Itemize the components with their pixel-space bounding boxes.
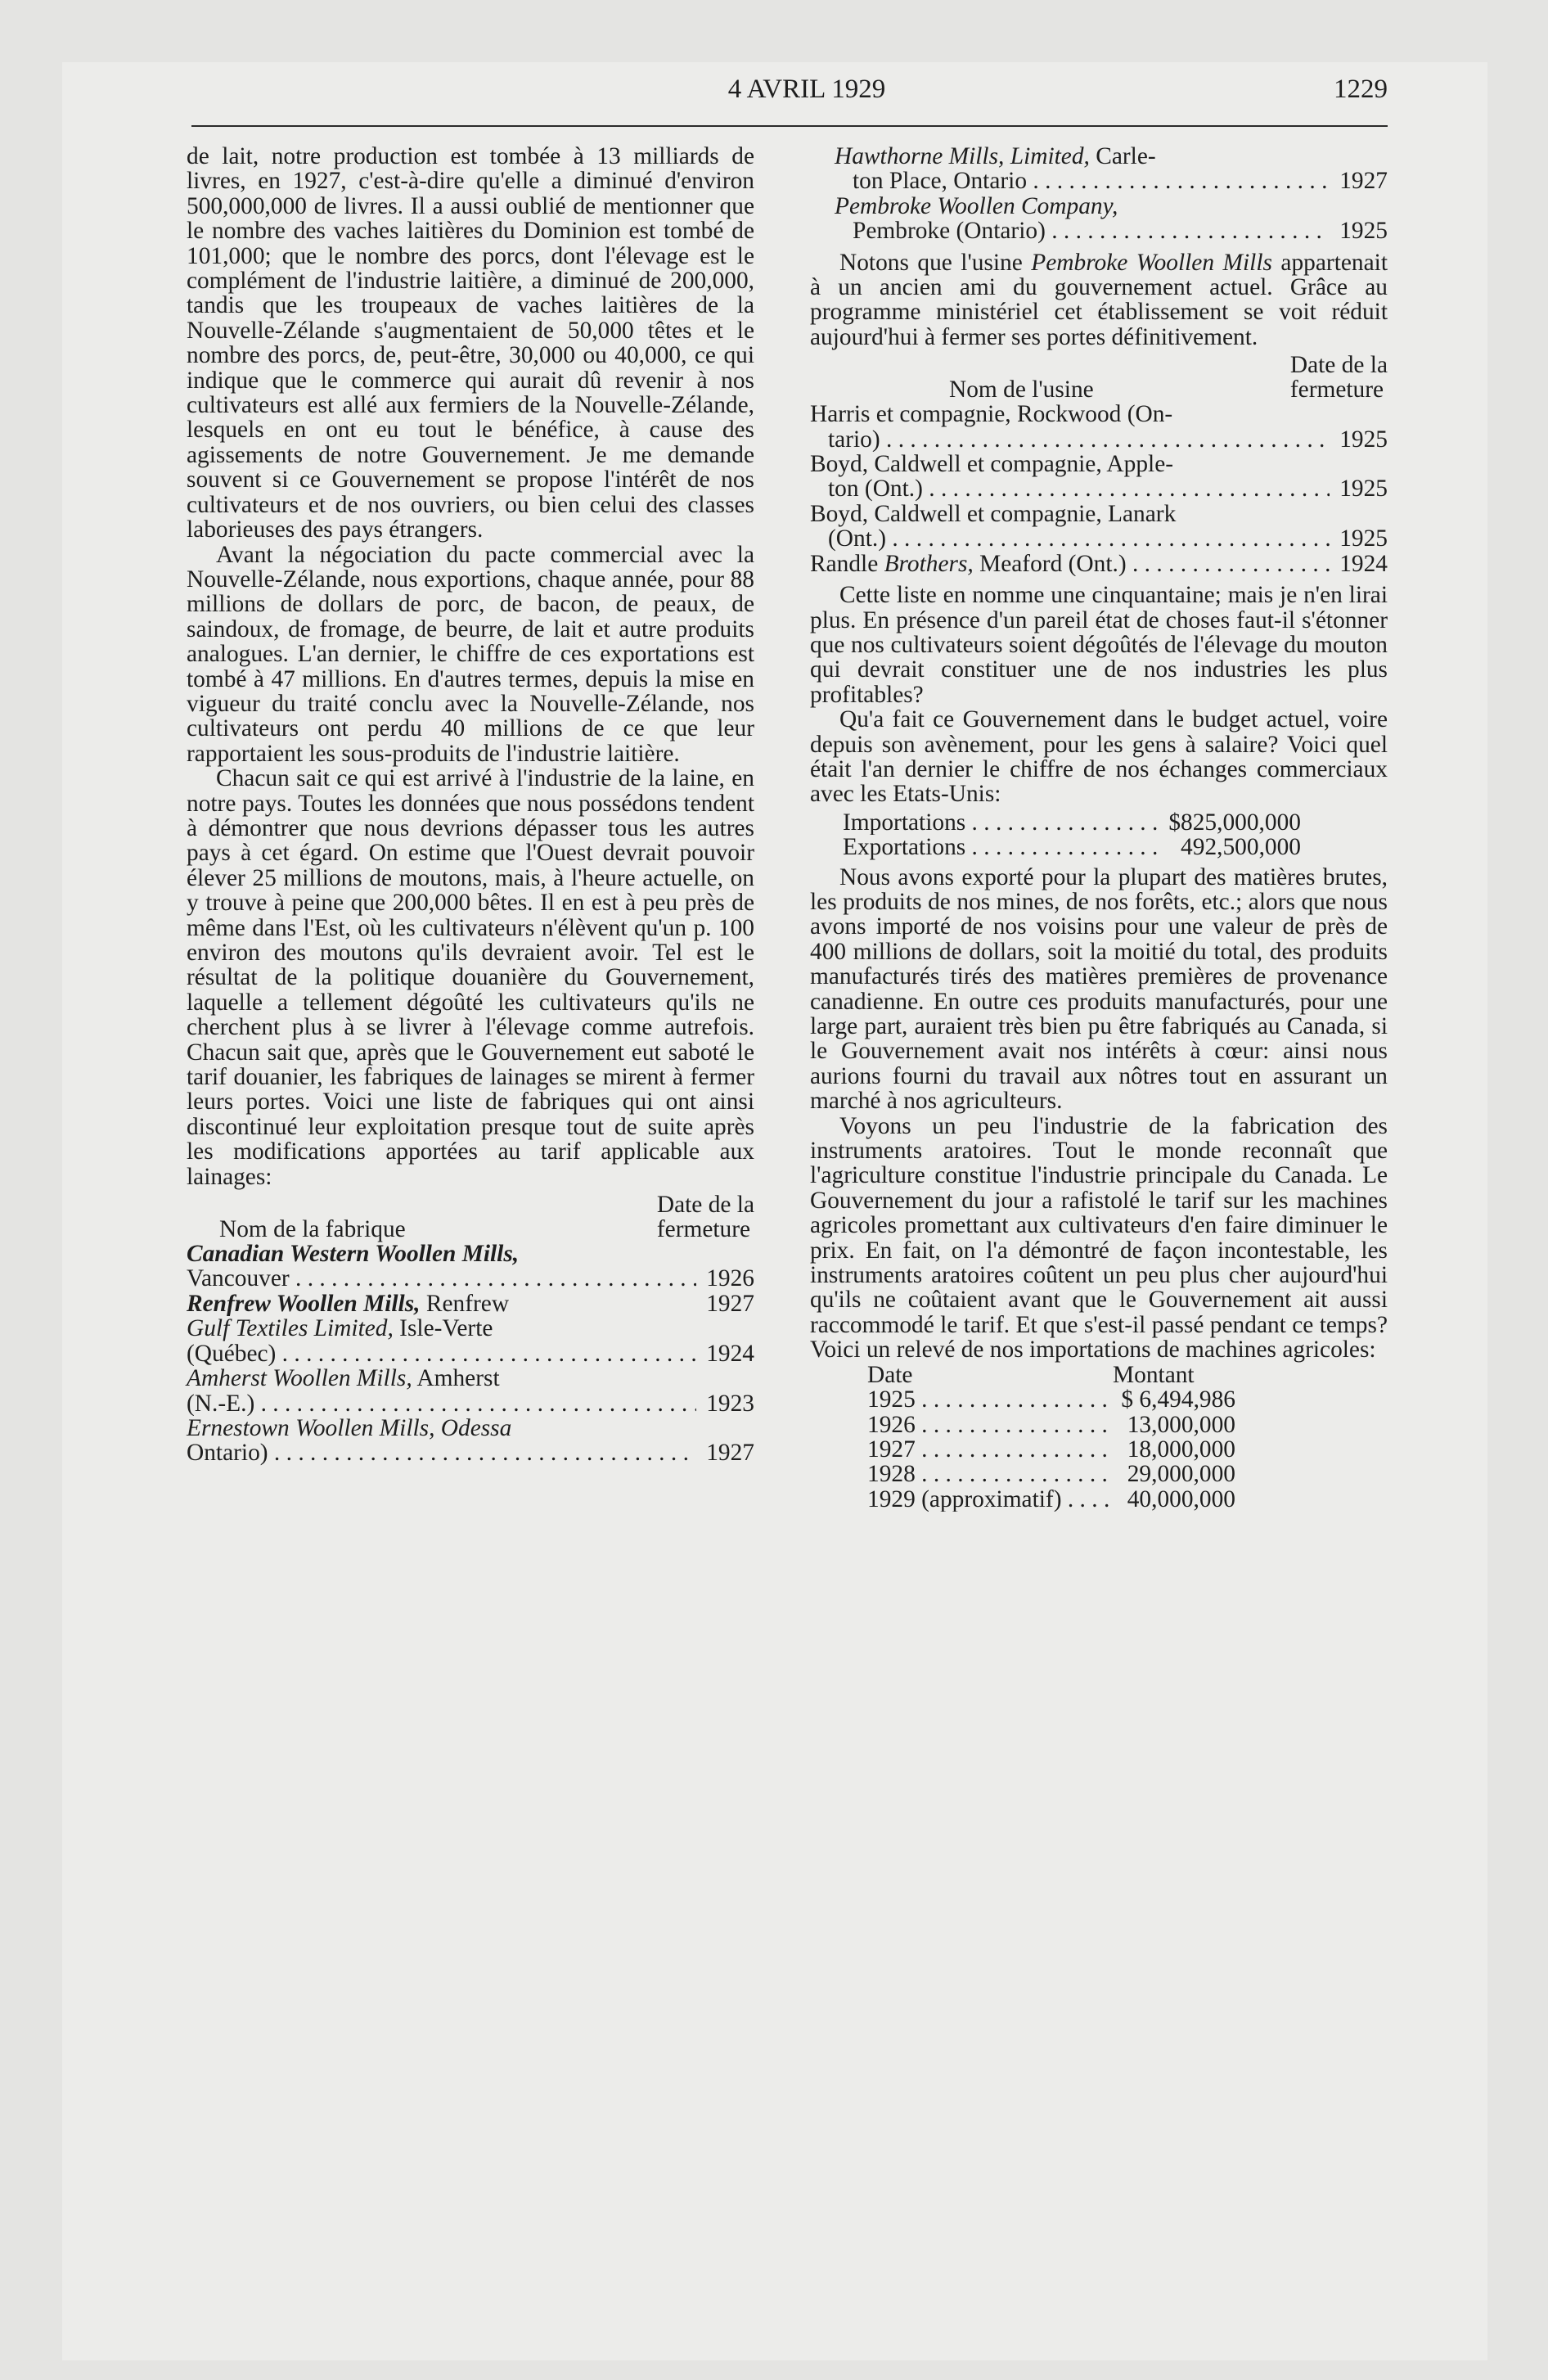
mill-year: 1927 xyxy=(1339,168,1388,195)
plant-year: 1925 xyxy=(1339,525,1388,552)
import-amount: $ 6,494,986 xyxy=(1121,1386,1235,1413)
paragraph-italic: Pembroke Woollen Mills xyxy=(1031,249,1272,276)
mill-location: (Québec) . . . xyxy=(187,1341,696,1366)
table-row xyxy=(867,1462,1388,1486)
mills-table-header xyxy=(187,1192,754,1242)
column-header-date-line2: fermeture xyxy=(656,1216,751,1243)
mill-location: ton Place, Ontario . . . xyxy=(853,169,1330,193)
plants-list xyxy=(810,402,1388,576)
mills-list-continued xyxy=(810,144,1388,244)
import-amount: 40,000,000 xyxy=(1127,1485,1235,1512)
mill-year: 1927 xyxy=(706,1290,754,1317)
paragraph: Qu'a fait ce Gouvernement dans le budget actuel, voire depuis son avènement, pour les gens à salaire? Voici quel était l'an dernier le chiffre de nos échanges commerciaux avec les Etats-Unis: xyxy=(810,706,1388,808)
import-date: 1925 . . . xyxy=(867,1387,1113,1412)
mill-name: Hawthorne Mills, Limited, xyxy=(835,143,1090,169)
list-item xyxy=(810,552,1388,576)
list-item xyxy=(187,1291,754,1316)
import-amount: 18,000,000 xyxy=(1127,1436,1235,1463)
plant-name-italic: Brothers, xyxy=(884,551,974,577)
mill-name: Renfrew Woollen Mills, xyxy=(187,1291,421,1317)
column-header-name: Nom de la fabrique xyxy=(219,1215,406,1242)
paragraph: de lait, notre production est tombée à 13 milliards de livres, en 1927, c'est-à-dire qu'elle a diminué d'environ 500,000,000 de livres. Il a aussi oublié de mentionner que le nombre des vaches laitières du Dominion est tombé de 101,000; que le nombre des porcs, dont l'élevage est le complément de l'industrie laitière, a diminué de 200,000, tandis que les troupeaux de vaches laitières de la Nouvelle-Zélande s'augmentaient de 50,000 têtes et le nombre des porcs, de, peut-être, 30,000 ou 40,000, ce qui indique que le commerce qui aurait dû revenir à nos cultivateurs est allé aux fermiers de la Nouvelle-Zélande, lesquels en ont eu tout le bénéfice, à cause des agissements de notre Gouvernement. Je me demande souvent si ce Gouvernement se propose l'intérêt de nos cultivateurs et de nos ouvriers, ou bien celui des classes laborieuses des pays étrangers. xyxy=(187,143,754,543)
plant-name-part: Randle xyxy=(810,551,884,577)
paragraph: Cette liste en nomme une cinquantaine; mais je n'en lirai plus. En présence d'un pareil état de choses faut-il s'étonner que nos cultivateurs soient dégoûtés de l'élevage du mouton qui devrait constituer une de nos industries les plus profitables? xyxy=(810,582,1388,708)
mill-location: Vancouver . . . xyxy=(187,1266,696,1291)
paragraph-text: Notons que l'usine xyxy=(839,249,1032,276)
paragraph-text: appartenait à un ancien ami du gouvernement actuel. Grâce au programme ministériel cet établissement se voit réduit aujourd'hui à fermer ses portes définitivement. xyxy=(810,249,1388,350)
mill-name: Canadian Western Woollen Mills, xyxy=(187,1241,520,1268)
plant-name-part: Meaford (Ont.) xyxy=(973,551,1127,577)
mill-year: 1926 xyxy=(706,1265,754,1292)
mill-location: (N.-E.) . . . xyxy=(187,1391,696,1416)
paragraph xyxy=(810,250,1388,350)
mill-year: 1924 xyxy=(706,1340,754,1367)
plant-name xyxy=(810,552,1330,576)
column-header-date-line1: Date de la xyxy=(656,1192,754,1219)
list-item xyxy=(187,1366,754,1416)
column-header-date-line2: fermeture xyxy=(1289,376,1384,403)
paragraph: Voyons un peu l'industrie de la fabrication des instruments aratoires. Tout le monde reconnaît que l'agriculture constitue l'industrie principale du Canada. Le Gouvernement du jour a rafistolé le tarif sur les machines agricoles promettant aux cultivateurs d'en faire diminuer le prix. En fait, on l'a démontré de façon incontestable, les instruments aratoires coûtent un peu plus cher aujourd'hui qu'ils ne coûtaient avant que le Gouvernement ait aussi raccommodé le tarif. Et que s'est-il passé pendant ce temps? Voici un relevé de nos importations de machines agricoles: xyxy=(810,1112,1388,1364)
column-header-date-line1: Date de la xyxy=(1289,352,1388,379)
paragraph: Chacun sait ce qui est arrivé à l'industrie de la laine, en notre pays. Toutes les données que nous possédons tendent à démontrer que nous devrions dépasser tous les autres pays à cet égard. On estime que l'Ouest devrait pouvoir élever 25 millions de moutons, mais, à l'heure actuelle, on y trouve à peine que 200,000 bêtes. Il en est à peu près de même dans l'Est, où les cultivateurs n'élèvent qu'un p. 100 environ des moutons qu'ils devraient avoir. Tel est le résultat de la politique douanière du Gouvernement, laquelle a tellement dégoûté les cultivateurs qu'ils ne cherchent plus à se livrer à l'élevage comme autrefois. Chacun sait que, après que le Gouvernement eut saboté le tarif douanier, les fabriques de lainages se mirent à fermer leurs portes. Voici une liste de fabriques qui ont ainsi discontinué leur exploitation presque tout de suite après les modifications apportées au tarif applicable aux lainages: xyxy=(187,765,754,1190)
plant-name: Harris et compagnie, Rockwood (On- xyxy=(810,401,1173,428)
header-date: 4 AVRIL 1929 xyxy=(727,74,886,104)
mill-name: Pembroke Woollen Company, xyxy=(835,192,1118,219)
plant-year: 1925 xyxy=(1339,426,1388,453)
mill-location: Ontario) . . . xyxy=(187,1440,696,1465)
column-header-name: Nom de l'usine xyxy=(949,376,1094,403)
list-item xyxy=(835,194,1388,244)
trade-table xyxy=(810,810,1388,860)
mills-list xyxy=(187,1242,754,1466)
table-row xyxy=(843,810,1388,835)
table-row xyxy=(867,1487,1388,1512)
import-amount: 29,000,000 xyxy=(1127,1461,1235,1488)
column-header-date xyxy=(1290,353,1388,402)
import-amount: 13,000,000 xyxy=(1127,1411,1235,1438)
mill-place: Isle-Verte xyxy=(393,1315,493,1342)
list-item xyxy=(835,144,1388,194)
imports-table xyxy=(810,1363,1388,1512)
table-row xyxy=(867,1413,1388,1437)
right-column xyxy=(810,144,1388,1512)
table-row xyxy=(843,835,1388,859)
plant-location: (Ont.) . . . xyxy=(828,526,1330,551)
paragraph: Nous avons exporté pour la plupart des matières brutes, les produits de nos mines, de nos forêts, etc.; alors que nous avons importé de nos voisins pour une valeur de près de 400 millions de dollars, soit la moitié du total, des produits manufacturés tirés des matières premières de provenance canadienne. En outre ces produits manufacturés, pour une large part, auraient très bien pu être fabriqués au Canada, si le Gouvernement avait nos intérêts à cœur: ainsi nous aurions fourni du travail aux nôtres tout en assurant un marché à nos agriculteurs. xyxy=(810,863,1388,1115)
paragraph: Avant la négociation du pacte commercial avec la Nouvelle-Zélande, nous exportions, chaque année, pour 88 millions de dollars de porc, de bacon, de peaux, de saindoux, de fromage, de beurre, de lait et autre produits analogues. L'an dernier, le chiffre de ces exportations est tombé à 47 millions. En d'autres termes, depuis la mise en vigueur du traité conclu avec la Nouvelle-Zélande, nos cultivateurs ont perdu 40 millions de ce que leur rapportaient les sous-produits de l'industrie laitière. xyxy=(187,541,754,767)
trade-amount: 492,500,000 xyxy=(1181,834,1301,861)
trade-label: Exportations . . . xyxy=(843,835,1162,859)
trade-amount: $825,000,000 xyxy=(1168,809,1301,836)
plant-location: ton (Ont.) . . . xyxy=(828,476,1330,501)
plant-name: Boyd, Caldwell et compagnie, Apple- xyxy=(810,451,1174,478)
page-header xyxy=(193,69,1388,110)
plants-table-header xyxy=(810,353,1388,402)
table-row xyxy=(867,1387,1388,1412)
column-header-date: Date xyxy=(867,1361,913,1388)
list-item xyxy=(187,1316,754,1366)
imports-table-header xyxy=(867,1363,1388,1387)
column-header-date xyxy=(657,1192,754,1242)
mill-name: Amherst Woollen Mills, xyxy=(187,1365,412,1392)
mill-place: Renfrew xyxy=(420,1291,510,1317)
plant-location: tario) . . . xyxy=(828,427,1330,452)
list-item xyxy=(810,452,1388,502)
left-column xyxy=(187,144,754,1466)
list-item xyxy=(187,1242,754,1291)
mill-place: Carle- xyxy=(1089,143,1156,169)
trade-label: Importations . . . xyxy=(843,810,1162,835)
mill-year: 1923 xyxy=(706,1390,754,1417)
import-date: 1929 (approximatif) . . . xyxy=(867,1487,1113,1512)
page-number: 1229 xyxy=(1334,74,1388,104)
import-date: 1926 . . . xyxy=(867,1413,1113,1437)
mill-year: 1925 xyxy=(1339,218,1388,245)
list-item xyxy=(810,402,1388,452)
list-item xyxy=(810,502,1388,552)
mill-name: Ernestown Woollen Mills, Odessa xyxy=(187,1414,512,1441)
mill-line xyxy=(187,1291,696,1316)
plant-year: 1925 xyxy=(1339,476,1388,503)
list-item xyxy=(187,1416,754,1466)
table-row xyxy=(867,1437,1388,1462)
import-date: 1927 . . . xyxy=(867,1437,1113,1462)
mill-location: Pembroke (Ontario) . . . xyxy=(853,219,1330,243)
plant-name: Boyd, Caldwell et compagnie, Lanark xyxy=(810,500,1177,527)
column-header-amount: Montant xyxy=(1113,1361,1195,1388)
mill-year: 1927 xyxy=(706,1440,754,1467)
import-date: 1928 . . . xyxy=(867,1462,1113,1486)
plant-year: 1924 xyxy=(1339,550,1388,577)
mill-name: Gulf Textiles Limited, xyxy=(187,1315,394,1342)
mill-place: Amherst xyxy=(412,1365,500,1392)
header-rule xyxy=(191,125,1388,127)
